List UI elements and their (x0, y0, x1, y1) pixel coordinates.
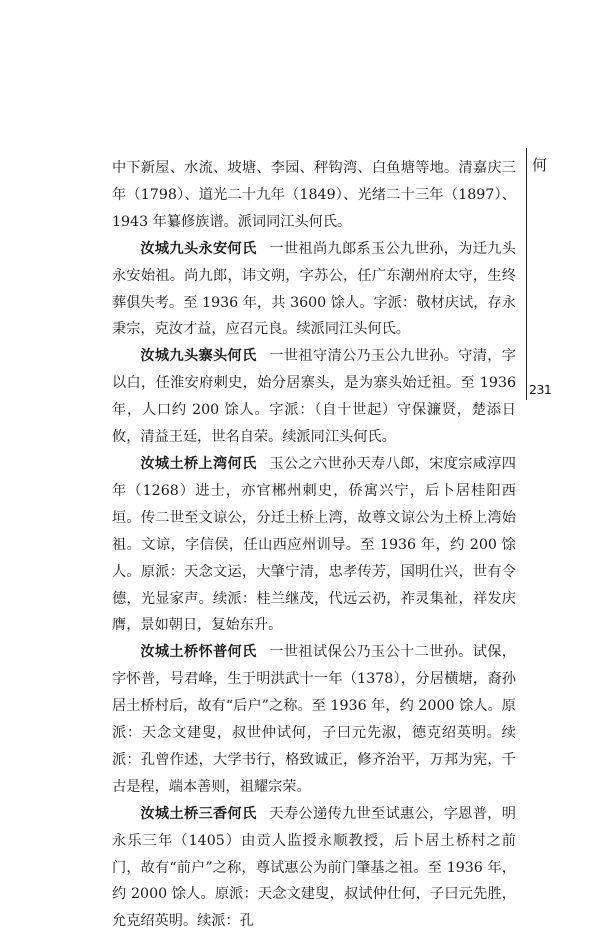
entry-title: 汝城土桥怀普何氏 (140, 644, 257, 661)
entry-paragraph (112, 236, 516, 344)
continuation-paragraph: 中下新屋、水流、坡塘、李园、秤钩湾、白鱼塘等地。清嘉庆三年（1798）、道光二十九年（1849）、光绪二十三年（1897）、1943 年纂修族谱。派词同江头何氏。 (112, 160, 516, 230)
entry-title: 汝城九头寨头何氏 (140, 348, 257, 365)
entry-title: 汝城土桥上湾何氏 (140, 455, 257, 472)
entry-text: 一世祖试保公乃玉公十二世孙。试保，字怀普，号君峰，生于明洪武十一年（1378），分居横塘，裔孙居土桥村后，故有“后户”之称。至 1936 年，约 2000 馀人。原派：天念文建叟，叔世仲试何，子曰元先淑，德克绍英明。续派：孔曾作述，大学书行，格致诚正，修齐治平，万邦为宪，千古是程，端本善则，祖耀宗荣。 (112, 644, 516, 795)
running-head: 何 (532, 156, 548, 174)
entry-paragraph (112, 343, 516, 451)
page-number: 231 (529, 382, 552, 397)
entry-title: 汝城土桥三香何氏 (140, 805, 257, 822)
entry-text: 一世祖守清公乃玉公九世孙。守清，字以白，任淮安府刺史，始分居寨头，是为寨头始迁祖。至 1936 年，人口约 200 馀人。字派：（自十世起）守保濂贤，楚添日攸，清益王廷，世名自荣。续派同江头何氏。 (112, 348, 516, 446)
entry-text: 玉公之六世孙天寿八郎，宋度宗咸淳四年（1268）进士，亦官郴州刺史，侨寓兴宁，后卜居桂阳西垣。传二世至文谅公，分迁土桥上湾，故尊文谅公为土桥上湾始祖。文谅，字信侯，任山西应州训导。至 1936 年，约 200 馀人。原派：天念文运，大肇宁清，忠孝传芳，国明仕兴，世有令德，光显家声。续派：桂兰继茂，代远云礽，祚灵集祉，祥发庆膺，景如朝日，复始东升。 (112, 455, 516, 634)
entry-text: 一世祖尚九郎系玉公九世孙，为迁九头永安始祖。尚九郎，讳文朔，字苏公，任广东潮州府太守，生终葬俱失考。至 1936 年，共 3600 馀人。字派：敬材庆试，存永秉宗，克汝才益，应召元良。续派同江头何氏。 (112, 240, 516, 338)
margin-rule (526, 148, 527, 400)
entry-paragraph (112, 639, 516, 800)
entry-text: 天寿公递传九世至试惠公，字恩普，明永乐三年（1405）由贡人监授永顺教授，后卜居土桥村之前门，故有“前户”之称，尊试惠公为前门肇基之祖。至 1936 年，约 2000 馀人。原派：天念文建叟，叔试仲仕何，子曰元先胜，允克绍英明。续派：孔 (112, 805, 516, 930)
entry-paragraph (112, 451, 516, 639)
entry-paragraph (112, 801, 516, 935)
entry-title: 汝城九头永安何氏 (140, 240, 257, 257)
body-text (112, 155, 516, 935)
